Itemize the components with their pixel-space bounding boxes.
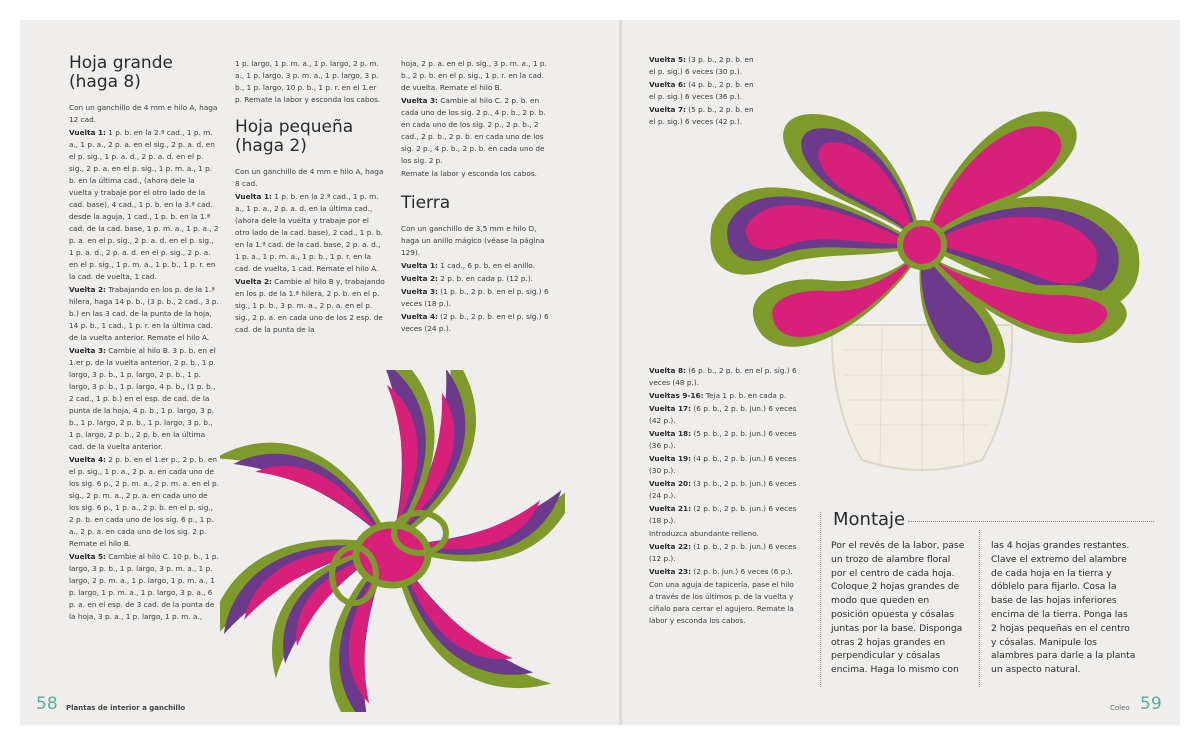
round-label: Vuelta 7: xyxy=(649,105,686,114)
instruction-paragraph xyxy=(69,284,219,344)
paragraph-text: (5 p. b., 2 p. b. en el p. sig.) 6 veces (42 p.). xyxy=(649,105,754,126)
paragraph-text: Trabajando en los p. de la 1.ª hilera, haga 14 p. b., (3 p. b., 2 cad., 3 p. b.) en las 3 cad. de la punta de la hoja, 14 p. b., 1 cad., 1 p. r. en la última cad. de la vuelta anterior. Remate el hilo A. xyxy=(69,285,219,342)
instruction-paragraph xyxy=(69,127,219,283)
instruction-paragraph xyxy=(69,345,219,453)
montaje-col-1: Por el revés de la labor, pase un trozo de alambre floral por el centro de cada hoja. Coloque 2 hojas grandes de modo que queden en posición opuesta y cósalas juntas por la base. Disponga otras 2 hojas grandes en perpendicular y cósalas encima. Haga lo mismo con xyxy=(831,540,965,676)
paragraph-text: (3 p. b., 2 p. b. en el p. sig.) 6 veces (30 p.). xyxy=(649,55,754,76)
instruction-paragraph xyxy=(401,260,551,272)
round-label: Vuelta 20: xyxy=(649,479,692,488)
instruction-paragraph xyxy=(401,95,551,167)
instruction-paragraph xyxy=(235,276,385,336)
paragraph-text: 1 p. b. en la 2.ª cad., 1 p. m. a., 1 p. a., 2 p. a. d. en la última cad., (ahora dele la vuelta y trabaje por el otro lado de la cad. base), 2 cad., 1 p. b. en la 1.ª cad. de la cad. base, 2 p. a. d., 1 p. a., 1 p. m. a., 1 p. b., 1 p. r. en la cad. de vuelta, 1 cad. Remate el hilo A. xyxy=(235,192,383,273)
left-col-1 xyxy=(69,54,219,624)
instruction-paragraph xyxy=(69,454,219,550)
paragraph-text: 1 p. b. en la 2.ª cad., 1 p. m. a., 1 p. a., 2 p. a. en el sig., 2 p. a. d. en el p. sig., 1 p. a. d., 2 p. a. d. en el p. sig., 2 p. a. en el p. sig., 1 p. m. a., 1 p. b. en la última cad., (ahora dele la vuelta y trabaje por el otro lado de la cad. base), 4 cad., 1 p. b. en la 3.ª cad. desde la aguja, 1 cad., 1 p. b. en la 1.ª cad. de la cad. base, 1 p. m. a., 1 p. a., 2 p. a. en el p. sig., 2 p. a. d. en el p. sig., 1 p. a. d., 2 p. a. d. en el p. sig., 2 p. a. en el p. sig., 1 p. m. a., 1 p. b., 1 p. r. en la cad. de vuelta, 1 cad. xyxy=(69,128,219,281)
round-label: Vuelta 1: xyxy=(69,128,106,137)
heading-line: (haga 8) xyxy=(69,72,141,92)
round-label: Vuelta 21: xyxy=(649,504,692,513)
instruction-paragraph xyxy=(401,311,551,335)
round-label: Vuelta 4: xyxy=(401,312,438,321)
page-number-right: 59 xyxy=(1140,694,1162,714)
paragraph-text: Con una aguja de tapicería, pase el hilo a través de los últimos p. de la vuelta y cíñalo para cerrar el agujero. Remate la labor y esconda los cabos. xyxy=(649,580,794,625)
paragraph-text: hoja, 2 p. a. en el p. sig., 3 p. m. a., 1 p. b., 2 p. b. en el p. sig., 1 p. r. en la cad. de vuelta. Remate el hilo B. xyxy=(401,59,547,92)
paragraph-text: (1 p. b., 2 p. b. jun.) 6 veces (12 p.). xyxy=(649,542,797,563)
instruction-paragraph xyxy=(649,528,797,540)
instruction-paragraph xyxy=(401,273,551,285)
heading-tierra xyxy=(401,194,551,213)
round-label: Vuelta 1: xyxy=(235,192,272,201)
paragraph-text: Cambie al hilo B y, trabajando en los p. de la 1.ª hilera, 2 p. b. en el p. sig., 1 p. b., 3 p. m. a., 2 p. a. en el p. sig., 2 p. a. en cada uno de los 2 esp. de cad. de la punta de la xyxy=(235,277,385,334)
paragraph-text: 2 p. b. en el 1.er p., 2 p. b. en el p. sig., 1 p. a., 2 p. a. en cada uno de los sig. 6 p., 2 p. m. a., 2 p. m. a. en el p. sig., 2 p. m. a., 2 p. a. en cada uno de los sig. 6 p., 1 p. a., 2 p. b. en el p. sig., 2 p. b. en cada uno de los sig. 6 p., 1 p. a., 2 p. a. en cada uno de los sig. 2 p. Remate el hilo B. xyxy=(69,455,219,548)
instruction-paragraph xyxy=(649,428,797,452)
instruction-paragraph xyxy=(649,365,797,389)
paragraph-text: 1 cad., 6 p. b. en el anillo. xyxy=(437,261,535,270)
heading-line: Hoja grande xyxy=(69,53,173,73)
page-number-left: 58 xyxy=(36,694,58,714)
left-col-3 xyxy=(401,58,551,336)
instruction-paragraph xyxy=(649,503,797,527)
book-gutter xyxy=(619,20,622,725)
instruction-paragraph xyxy=(401,223,551,259)
round-label: Vueltas 9-16: xyxy=(649,391,704,400)
paragraph-text: (1 p. b., 2 p. b. en el p. sig.) 6 veces (18 p.). xyxy=(401,287,549,308)
instruction-paragraph xyxy=(649,478,797,502)
paragraph-text: Introduzca abundante relleno. xyxy=(649,529,759,538)
instruction-paragraph xyxy=(235,166,385,190)
montaje-left-divider xyxy=(820,512,821,687)
round-label: Vuelta 2: xyxy=(69,285,106,294)
paragraph-text: 1 p. largo, 1 p. m. a., 1 p. largo, 2 p. m. a., 1 p. largo, 3 p. m. a., 1 p. largo, 3 p. b., 1 p. largo, 10 p. b., 1 p. r. en el 1.er p. Remate la labor y esconda los cabos. xyxy=(235,59,381,104)
heading-line: Tierra xyxy=(401,193,451,213)
footer-right: Coleo xyxy=(1110,704,1130,712)
montaje-rule xyxy=(908,521,1154,522)
paragraph-text: Cambie al hilo C. 2 p. b. en cada uno de los sig. 2 p., 4 p. b., 2 p. b. en cada uno de los sig. 2 p., 2 p. b., 2 cad., 2 p. b., 2 p. b. en cada uno de los sig. 2 p., 4 p. b., 2 p. b. en cada uno de los sig. 2 p. xyxy=(401,96,546,165)
instruction-paragraph xyxy=(69,551,219,623)
paragraph-text: (2 p. b., 2 p. b. en el p. sig.) 6 veces (24 p.). xyxy=(401,312,549,333)
round-label: Vuelta 17: xyxy=(649,404,692,413)
col1-paragraphs xyxy=(69,102,219,623)
instruction-paragraph xyxy=(235,58,385,106)
montaje-col-divider xyxy=(979,530,980,687)
paragraph-text: Cambie al hilo B. 3 p. b. en el 1.er p. de la vuelta anterior, 2 p. b., 1 p. largo, 3 p. b., 1 p. largo, 2 p. b., 1 p. largo, 3 p. b., 1 p. largo, 4 p. b., (1 p. b., 2 cad., 1 p. b.) en el esp. de cad. de la punta de la hoja, 4 p. b., 1 p. largo, 3 p. b., 1 p. largo, 2 p. b., 1 p. largo, 3 p. b., 1 p. largo, 2 p. b., 2 p. b. en la última cad. de la vuelta anterior. xyxy=(69,346,216,451)
round-label: Vuelta 3: xyxy=(401,96,438,105)
right-bottom-paragraphs xyxy=(649,365,797,627)
paragraph-text: (2 p. b. jun.) 6 veces (6 p.). xyxy=(691,567,793,576)
round-label: Vuelta 2: xyxy=(235,277,272,286)
round-label: Vuelta 6: xyxy=(649,80,686,89)
montaje-col-2: las 4 hojas grandes restantes. Clave el extremo del alambre de cada hoja en la tierra y dóblelo para fijarlo. Cosa la base de las hojas inferiores encima de la tierra. Ponga las 2 hojas pequeñas en el centro y cósalas. Manipule los alambres para darle a la planta un aspecto natural. xyxy=(991,540,1136,676)
round-label: Vuelta 18: xyxy=(649,429,692,438)
instruction-paragraph xyxy=(649,541,797,565)
paragraph-text: Cambie al hilo C. 10 p. b., 1 p. largo, 3 p. b., 1 p. largo, 3 p. m. a., 1 p. largo, 2 p. m. a., 1 p. largo, 1 p. m. a., 1 p. largo, 1 p. m. a., 1 p. largo, 3 p. a., 6 p. a. en el esp. de 3 cad. de la punta de la hoja, 3 p. a., 1 p. largo, 1 p. m. a., xyxy=(69,552,219,621)
paragraph-text: Teja 1 p. b. en cada p. xyxy=(703,391,787,400)
round-label: Vuelta 4: xyxy=(69,455,106,464)
round-label: Vuelta 2: xyxy=(401,274,438,283)
paragraph-text: (4 p. b., 2 p. b. en el p. sig.) 6 veces (36 p.). xyxy=(649,80,754,101)
paragraph-text: (6 p. b., 2 p. b. jun.) 6 veces (42 p.). xyxy=(649,404,797,425)
instruction-paragraph xyxy=(649,566,797,578)
heading-hoja-grande xyxy=(69,54,219,92)
paragraph-text: (5 p. b., 2 p. b. jun.) 6 veces (36 p.). xyxy=(649,429,797,450)
round-label: Vuelta 3: xyxy=(69,346,106,355)
round-label: Vuelta 23: xyxy=(649,567,692,576)
paragraph-text: (3 p. b., 2 p. b. jun.) 6 veces (24 p.). xyxy=(649,479,797,500)
paragraph-text: Remate la labor y esconda los cabos. xyxy=(401,169,537,178)
round-label: Vuelta 3: xyxy=(401,287,438,296)
paragraph-text: Con un ganchillo de 3,5 mm e hilo D, haga un anillo mágico (véase la página 129). xyxy=(401,224,545,257)
instruction-paragraph xyxy=(401,58,551,94)
round-label: Vuelta 5: xyxy=(649,55,686,64)
instruction-paragraph xyxy=(649,390,797,402)
instruction-paragraph xyxy=(649,453,797,477)
instruction-paragraph xyxy=(649,579,797,627)
paragraph-text: Con un ganchillo de 4 mm e hilo A, haga 12 cad. xyxy=(69,103,218,124)
paragraph-text: 2 p. b. en cada p. (12 p.). xyxy=(437,274,533,283)
round-label: Vuelta 1: xyxy=(401,261,438,270)
col3-paragraphs xyxy=(401,223,551,335)
right-col-bottom xyxy=(649,365,797,628)
leaf-cluster xyxy=(220,370,565,712)
instruction-paragraph xyxy=(401,286,551,310)
heading-line: (haga 2) xyxy=(235,136,307,156)
leaves-photo xyxy=(220,370,565,712)
instruction-paragraph xyxy=(401,168,551,180)
footer-left: Plantas de interior a ganchillo xyxy=(66,704,186,712)
round-label: Vuelta 22: xyxy=(649,542,692,551)
instruction-paragraph xyxy=(235,191,385,275)
col2-top-paragraphs xyxy=(235,58,385,106)
instruction-paragraph xyxy=(69,102,219,126)
round-label: Vuelta 8: xyxy=(649,366,686,375)
paragraph-text: (4 p. b., 2 p. b. jun.) 6 veces (30 p.). xyxy=(649,454,797,475)
instruction-paragraph xyxy=(649,403,797,427)
paragraph-text: Con un ganchillo de 4 mm e hilo A, haga 8 cad. xyxy=(235,167,384,188)
col2-paragraphs xyxy=(235,166,385,336)
left-col-2 xyxy=(235,58,385,337)
col3-top-paragraphs xyxy=(401,58,551,180)
montaje-heading: Montaje xyxy=(833,509,906,530)
round-label: Vuelta 19: xyxy=(649,454,692,463)
book-spread xyxy=(20,20,1180,725)
heading-hoja-pequena xyxy=(235,118,385,156)
paragraph-text: (2 p. b., 2 p. b. jun.) 6 veces (18 p.). xyxy=(649,504,797,525)
heading-line: Hoja pequeña xyxy=(235,117,354,137)
paragraph-text: (6 p. b., 2 p. b. en el p. sig.) 6 veces (48 p.). xyxy=(649,366,797,387)
round-label: Vuelta 5: xyxy=(69,552,106,561)
